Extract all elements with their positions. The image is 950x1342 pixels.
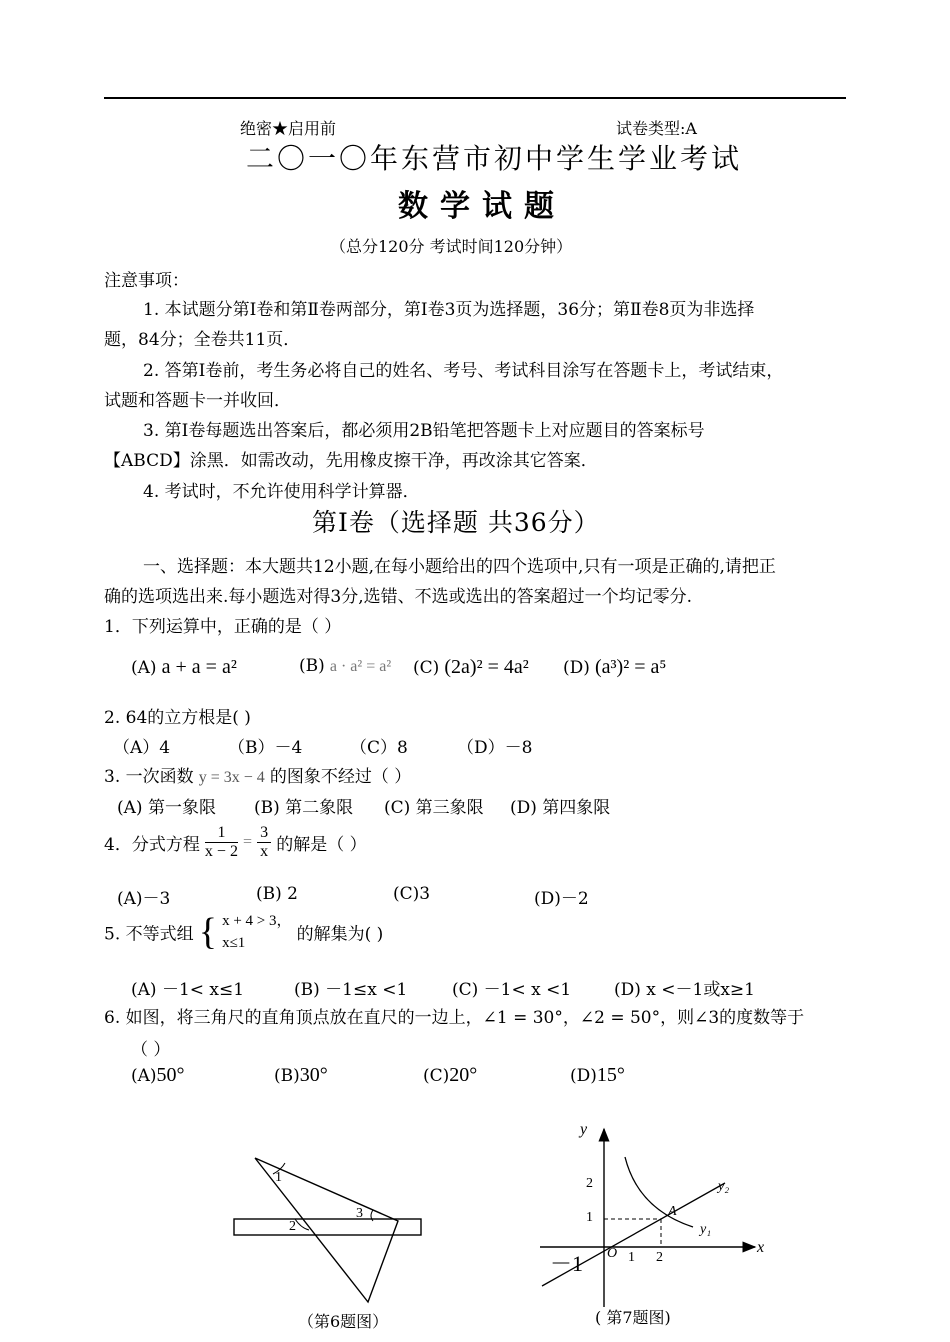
q6-option-d [570, 1064, 625, 1087]
q2-option-d: （D）－8 [457, 738, 533, 758]
fig7-tick-y2: 2 [586, 1176, 593, 1191]
note-1-line-1: 1. 本试题分第Ⅰ卷和第Ⅱ卷两部分，第Ⅰ卷3页为选择题，36分；第Ⅱ卷8页为非选择 [143, 300, 755, 320]
q4-rhs-fraction [257, 824, 271, 861]
q4-stem-post: 的解是（ ） [276, 835, 367, 855]
q1-c-label: (C) [413, 658, 440, 678]
fig7-tick-x1: 1 [628, 1250, 635, 1265]
fig6-caption: （第6题图） [298, 1312, 389, 1331]
q4-stem [104, 824, 367, 861]
section-title: 第Ⅰ卷（选择题 共36分） [312, 508, 600, 537]
fig7-point-a: A [668, 1204, 677, 1219]
q1-b-expr: a · a² = a² [329, 658, 392, 675]
fig7-tick-neg1: －1 [550, 1251, 584, 1276]
q3-option-c: (C) 第三象限 [384, 798, 484, 818]
q1-b-label: (B) [299, 656, 325, 676]
q5-brace: { [198, 911, 217, 953]
q4-equals: = [243, 833, 253, 851]
fig7-x-label: x [757, 1239, 765, 1256]
q1-option-d [563, 656, 666, 679]
q5-option-a: (A) －1< x≤1 [131, 980, 245, 1000]
q6-option-c [423, 1064, 477, 1087]
q5-stem-post: 的解集为( ) [296, 924, 384, 945]
q6-c-val: 20° [449, 1064, 478, 1086]
score-time: （总分120分 考试时间120分钟） [330, 237, 573, 256]
paper-type: 试卷类型:A [616, 119, 697, 138]
note-4: 4. 考试时，不允许使用科学计算器． [143, 482, 420, 502]
q5-option-d: (D) x <－1或x≥1 [614, 980, 755, 1000]
q5-ineq-1: x + 4 > 3， [222, 913, 292, 929]
q6-a-label: (A) [131, 1066, 157, 1086]
q2-option-a: （A）4 [113, 738, 171, 758]
fig7-y-label: y [580, 1121, 588, 1138]
q6-stem-line-2: （ ） [131, 1040, 171, 1060]
q3-stem-pre: 3. 一次函数 [104, 767, 194, 787]
q5-option-c: (C) －1< x <1 [452, 980, 572, 1000]
q1-c-expr: (2a)² = 4a² [444, 656, 529, 678]
q1-option-c [413, 656, 529, 679]
header-rule [104, 97, 846, 99]
q4-lhs-den: x − 2 [204, 843, 238, 860]
q6-option-b [274, 1064, 328, 1087]
q1-d-expr: (a³)² = a⁵ [595, 656, 667, 678]
subject-title: 数学试题 [398, 189, 566, 224]
exam-title: 二〇一〇年东营市初中学生学业考试 [246, 142, 743, 175]
notes-heading: 注意事项： [104, 271, 189, 291]
q3-option-b: (B) 第二象限 [254, 798, 354, 818]
q1-a-expr: a + a = a² [161, 656, 237, 678]
q3-option-d: (D) 第四象限 [510, 798, 611, 818]
q5-system [222, 910, 291, 954]
q3-stem-expr: y = 3x − 4 [198, 769, 265, 786]
figure-6 [225, 1150, 435, 1310]
q4-option-d: (D)－2 [534, 889, 589, 909]
curve-y1 [625, 1157, 693, 1227]
ruler [234, 1219, 421, 1235]
secret-label: 绝密★启用前 [240, 119, 337, 138]
q4-option-c: (C)3 [393, 884, 431, 904]
q6-option-a [131, 1064, 185, 1087]
q1-d-label: (D) [563, 658, 590, 678]
q1-stem: 1．下列运算中，正确的是（ ） [104, 617, 342, 637]
q2-option-c: （C）8 [350, 738, 408, 758]
q3-stem-post: 的图象不经过（ ） [269, 767, 412, 787]
figure-7 [530, 1115, 775, 1315]
q6-d-val: 15° [596, 1064, 625, 1086]
fig7-caption: ( 第7题图) [595, 1308, 671, 1327]
q2-option-b: （B）－4 [228, 738, 303, 758]
note-2-line-1: 2. 答第Ⅰ卷前，考生务必将自己的姓名、考号、考试科目涂写在答题卡上，考试结束， [143, 361, 784, 381]
q6-b-val: 30° [299, 1064, 328, 1086]
section-intro-line-1: 一、选择题：本大题共12小题,在每小题给出的四个选项中,只有一项是正确的,请把正 [143, 557, 776, 577]
section-intro-line-2: 确的选项选出来.每小题选对得3分,选错、不选或选出的答案超过一个均记零分. [104, 587, 693, 607]
q2-stem: 2. 64的立方根是( ) [104, 708, 251, 728]
q4-rhs-num: 3 [257, 824, 271, 843]
q4-rhs-den: x [260, 843, 269, 860]
q3-option-a: (A) 第一象限 [117, 798, 216, 818]
q1-a-label: (A) [131, 658, 157, 678]
note-3-line-2: 【ABCD】涂黑．如需改动，先用橡皮擦干净，再改涂其它答案． [104, 451, 598, 471]
q1-option-b [299, 656, 391, 676]
note-2-line-2: 试题和答题卡一并收回． [104, 391, 291, 411]
q4-lhs-fraction [205, 824, 238, 861]
fig6-label-3: 3 [356, 1206, 363, 1221]
fig7-y2-label: y₂ [718, 1179, 730, 1194]
q5-option-b: (B) －1≤x <1 [294, 980, 408, 1000]
q4-option-b: (B) 2 [256, 884, 298, 904]
q5-stem [104, 910, 383, 954]
q6-b-label: (B) [274, 1066, 300, 1086]
q4-option-a: (A)－3 [117, 889, 171, 909]
q6-stem-line-1: 6. 如图，将三角尺的直角顶点放在直尺的一边上，∠1 = 30°，∠2 = 50°，则∠3的度数等于 [104, 1008, 805, 1028]
fig7-tick-y1: 1 [586, 1210, 593, 1225]
q4-lhs-num: 1 [205, 824, 238, 843]
q6-c-label: (C) [423, 1066, 450, 1086]
fig7-origin: O [607, 1246, 618, 1261]
note-3-line-1: 3. 第Ⅰ卷每题选出答案后，都必须用2B铅笔把答题卡上对应题目的答案标号 [143, 421, 705, 441]
q4-stem-pre: 4．分式方程 [104, 835, 200, 855]
q6-d-label: (D) [570, 1066, 597, 1086]
fig6-label-1: 1 [275, 1170, 282, 1185]
fig7-tick-x2: 2 [656, 1250, 663, 1265]
note-1-line-2: 题，84分；全卷共11页． [104, 330, 301, 350]
q6-a-val: 50° [156, 1064, 185, 1086]
fig6-label-2: 2 [289, 1219, 296, 1234]
q1-option-a [131, 656, 237, 679]
q5-ineq-2: x≤1 [222, 935, 246, 951]
fig7-y1-label: y₁ [700, 1222, 712, 1237]
q3-stem [104, 762, 411, 787]
q5-stem-pre: 5. 不等式组 [104, 924, 194, 945]
